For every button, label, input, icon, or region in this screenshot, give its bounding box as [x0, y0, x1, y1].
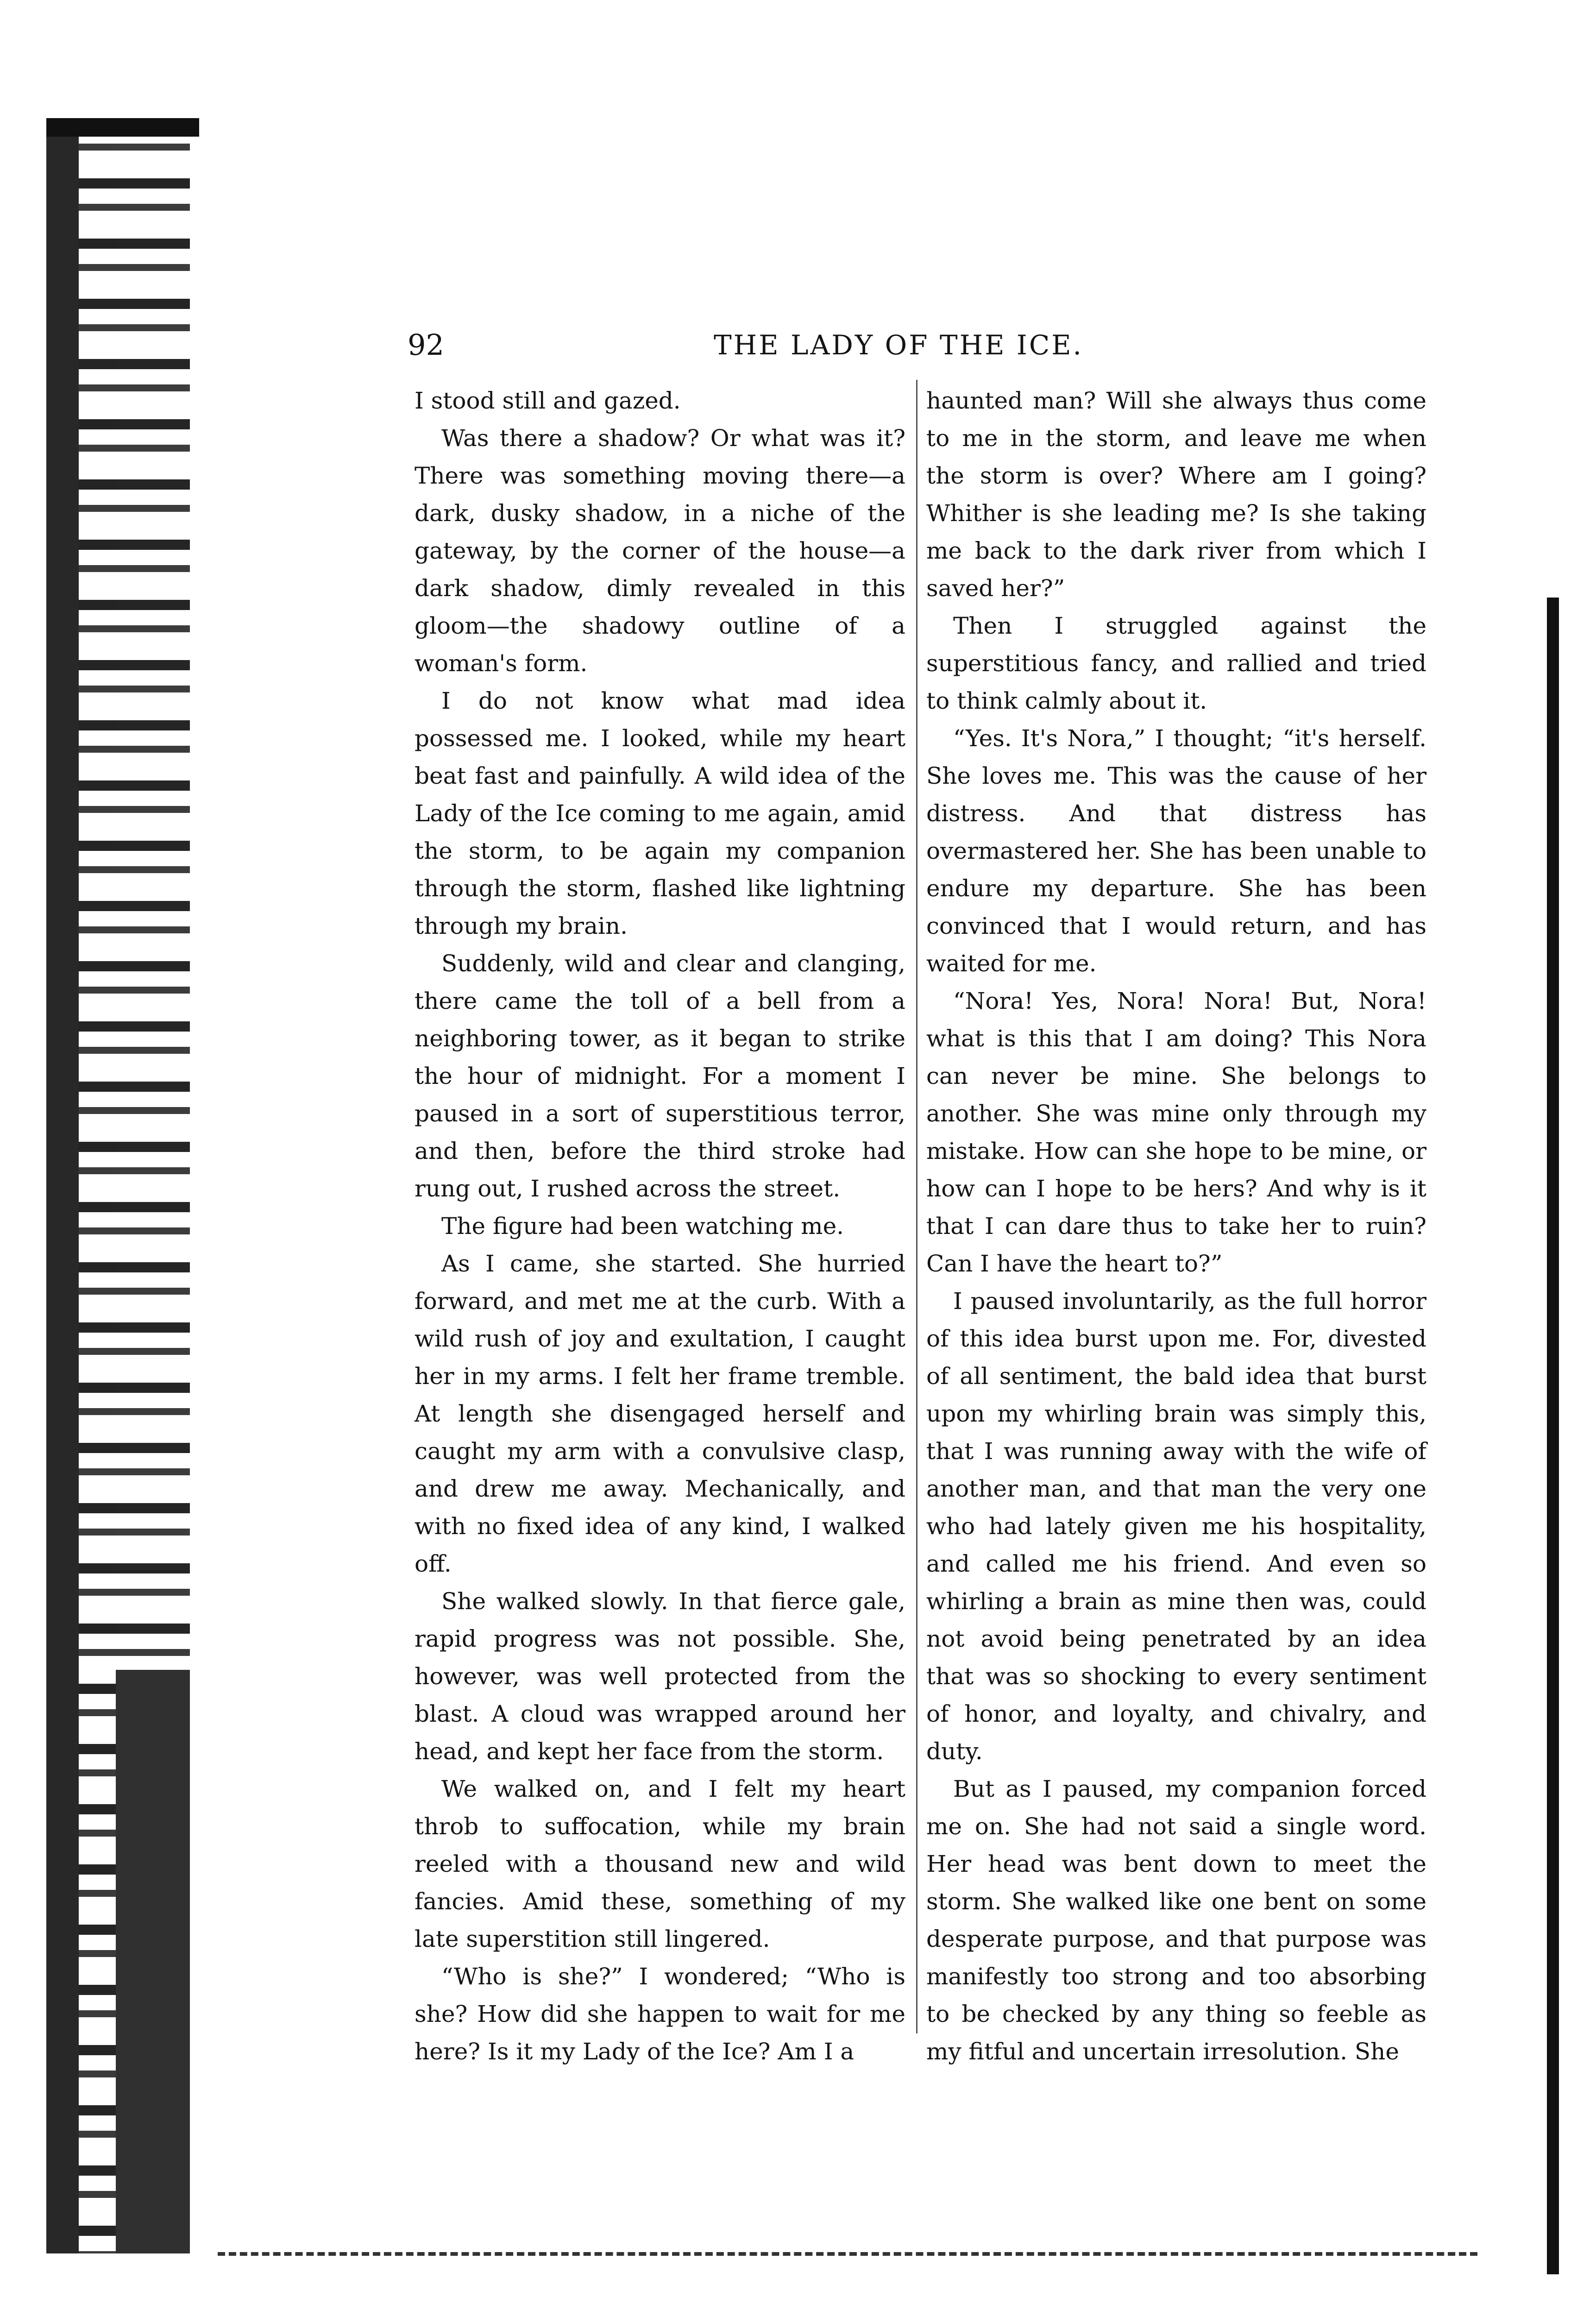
- page-number: 92: [408, 328, 444, 362]
- paragraph: “Who is she?” I wondered; “Who is she? How did she happen to wait for me here? Is it my Lady of the Ice? Am I a: [415, 1963, 905, 2065]
- paragraph: The figure had been watching me.: [441, 1213, 844, 1240]
- left-column: [415, 382, 905, 2071]
- scan-binding-topbar: [46, 118, 199, 137]
- paragraph: Then I struggled against the superstitious fancy, and rallied and tried to think calmly about it.: [926, 612, 1426, 714]
- paragraph: We walked on, and I felt my heart throb to suffocation, while my brain reeled with a thousand new and wild fancies. Amid these, something of my late superstition still lingered.: [415, 1775, 905, 1952]
- paragraph: “Nora! Yes, Nora! Nora! But, Nora! what is this that I am doing? This Nora can never be mine. She belongs to another. She was mine only through my mistake. How can she hope to be mine, or how can I hope to be hers? And why is it that I can dare thus to take her to ruin? Can I have the heart to?”: [926, 988, 1426, 1277]
- paragraph: She walked slowly. In that fierce gale, rapid progress was not possible. She, however, was well protected from the blast. A cloud was wrapped around her head, and kept her face from the storm.: [415, 1588, 905, 1765]
- paragraph: I paused involuntarily, as the full horror of this idea burst upon me. For, divested of all sentiment, the bald idea that burst upon my whirling brain was simply this, that I was running away with the wife of another man, and that man the very one who had lately given me his hospitality, and called me his friend. And even so whirling a brain as mine then was, could not avoid being penetrated by an idea that was so shocking to every sentiment of honor, and loyalty, and chivalry, and duty.: [926, 1288, 1426, 1765]
- paragraph: “Yes. It's Nora,” I thought; “it's herself. She loves me. This was the cause of her distress. And that distress has overmastered her. She has been unable to endure my departure. She has been convinced that I would return, and has waited for me.: [926, 725, 1426, 977]
- paragraph: Was there a shadow? Or what was it? There was something moving there—a dark, dusky shadow, in a niche of the gateway, by the corner of the house—a dark shadow, dimly revealed in this gloom—the shadowy outline of a woman's form.: [415, 425, 905, 677]
- paragraph: I stood still and gazed.: [415, 387, 681, 414]
- paragraph: haunted man? Will she always thus come to me in the storm, and leave me when the storm is over? Where am I going? Whither is she leading me? Is she taking me back to the dark river from which I saved her?”: [926, 387, 1426, 602]
- column-divider: [916, 380, 917, 2033]
- running-title: THE LADY OF THE ICE.: [713, 329, 1083, 361]
- paragraph: As I came, she started. She hurried forward, and met me at the curb. With a wild rush of joy and exultation, I caught her in my arms. I felt her frame tremble. At length she disengaged herself and caught my arm with a convulsive clasp, and drew me away. Mechanically, and with no fixed idea of any kind, I walked off.: [415, 1250, 905, 1577]
- scan-right-edge-rule: [1547, 598, 1559, 2274]
- paragraph: Suddenly, wild and clear and clanging, there came the toll of a bell from a neighboring tower, as it began to strike the hour of midnight. For a moment I paused in a sort of superstitious terror, and then, before the third stroke had rung out, I rushed across the street.: [415, 950, 905, 1202]
- paragraph: But as I paused, my companion forced me on. She had not said a single word. Her head was bent down to meet the storm. She walked like one bent on some desperate purpose, and that purpose was manifestly too strong and too absorbing to be checked by any thing so feeble as my fitful and uncertain irresolution. She: [926, 1775, 1426, 2065]
- scan-bottom-rule: [218, 2252, 1477, 2256]
- page-header: [408, 324, 1389, 366]
- right-column: [926, 382, 1426, 2071]
- scan-binding-edge: [46, 118, 190, 2253]
- paragraph: I do not know what mad idea possessed me. I looked, while my heart beat fast and painfully. A wild idea of the Lady of the Ice coming to me again, amid the storm, to be again my companion through the storm, flashed like lightning through my brain.: [415, 687, 905, 939]
